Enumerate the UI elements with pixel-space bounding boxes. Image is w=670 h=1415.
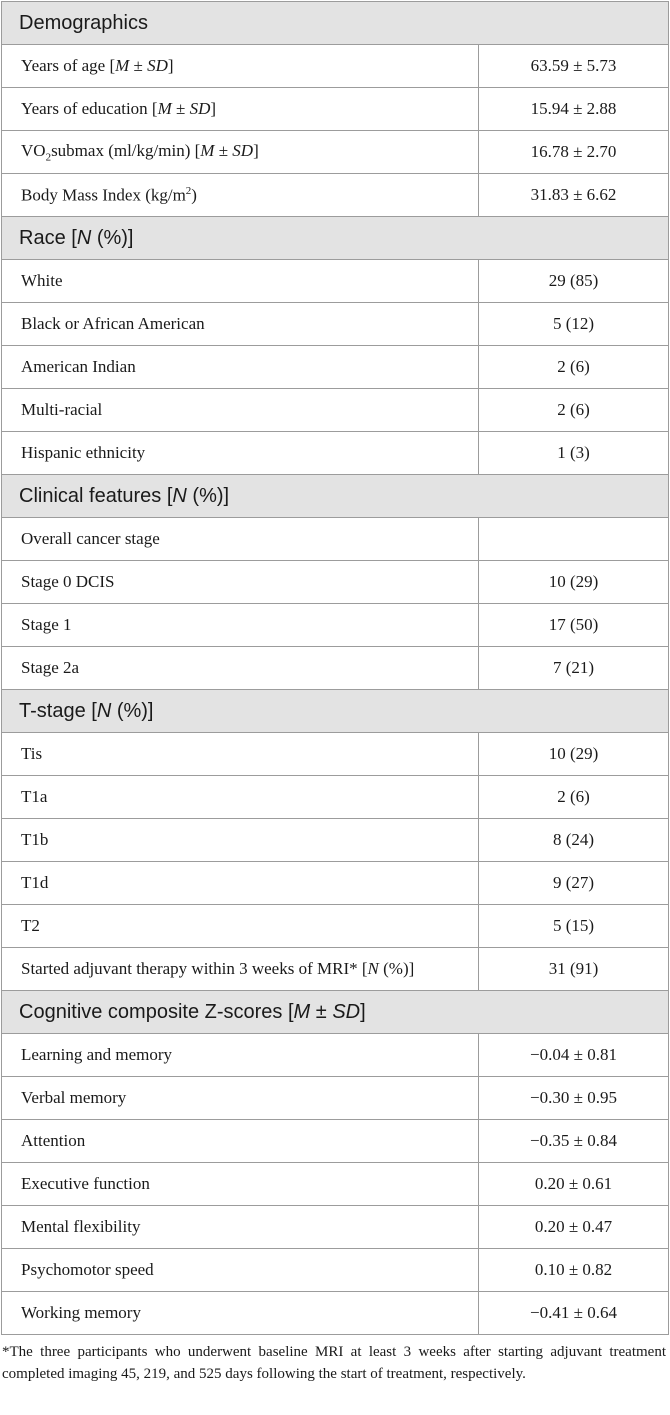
table-footnote: *The three participants who underwent baseline MRI at least 3 weeks after starting adjuvant treatment completed imaging 45, 219, and 525 days following the start of treatment, respectively.	[2, 1344, 666, 1382]
table-row	[2, 647, 669, 690]
table-row	[2, 1206, 669, 1249]
row-label: T1d	[2, 862, 479, 905]
row-value: 1 (3)	[479, 432, 669, 475]
row-label: Working memory	[2, 1292, 479, 1335]
row-value: 7 (21)	[479, 647, 669, 690]
row-value	[479, 518, 669, 561]
row-label: Verbal memory	[2, 1077, 479, 1120]
section-header-cognitive	[2, 991, 669, 1034]
row-value: 2 (6)	[479, 389, 669, 432]
row-label: Stage 2a	[2, 647, 479, 690]
row-value: 17 (50)	[479, 604, 669, 647]
row-label: American Indian	[2, 346, 479, 389]
table-row	[2, 1034, 669, 1077]
row-value: −0.30 ± 0.95	[479, 1077, 669, 1120]
table-row	[2, 1163, 669, 1206]
row-label: Years of education [M ± SD]	[2, 88, 479, 131]
table-row	[2, 604, 669, 647]
table-row	[2, 819, 669, 862]
table-row	[2, 88, 669, 131]
row-value: 63.59 ± 5.73	[479, 45, 669, 88]
section-header-clinical	[2, 475, 669, 518]
table-row	[2, 45, 669, 88]
row-label: Started adjuvant therapy within 3 weeks of MRI* [N (%)]	[2, 948, 479, 991]
section-title: Race [N (%)]	[2, 217, 669, 260]
row-value: 0.10 ± 0.82	[479, 1249, 669, 1292]
row-label: T1b	[2, 819, 479, 862]
row-value: 5 (15)	[479, 905, 669, 948]
row-label: Black or African American	[2, 303, 479, 346]
row-value: 8 (24)	[479, 819, 669, 862]
row-value: 10 (29)	[479, 733, 669, 776]
row-label: Overall cancer stage	[2, 518, 479, 561]
section-header-t-stage	[2, 690, 669, 733]
section-title: T-stage [N (%)]	[2, 690, 669, 733]
table-row	[2, 948, 669, 991]
row-value: 31.83 ± 6.62	[479, 174, 669, 217]
row-value: 15.94 ± 2.88	[479, 88, 669, 131]
table-row	[2, 776, 669, 819]
table-row	[2, 561, 669, 604]
section-title: Demographics	[2, 2, 669, 45]
row-value: 2 (6)	[479, 346, 669, 389]
table-row	[2, 1120, 669, 1163]
row-label: Mental flexibility	[2, 1206, 479, 1249]
section-title: Cognitive composite Z-scores [M ± SD]	[2, 991, 669, 1034]
row-label: $VO_2submax$ (ml/kg/min) [M ± SD]	[2, 131, 479, 174]
row-label: Learning and memory	[2, 1034, 479, 1077]
row-label: T1a	[2, 776, 479, 819]
table-row	[2, 303, 669, 346]
table-row	[2, 346, 669, 389]
section-title: Clinical features [N (%)]	[2, 475, 669, 518]
row-label: Executive function	[2, 1163, 479, 1206]
row-value: 16.78 ± 2.70	[479, 131, 669, 174]
section-header-demographics	[2, 2, 669, 45]
row-label: Multi-racial	[2, 389, 479, 432]
table-row	[2, 733, 669, 776]
row-label: White	[2, 260, 479, 303]
table-row	[2, 432, 669, 475]
table-row	[2, 1249, 669, 1292]
row-value: 10 (29)	[479, 561, 669, 604]
demographics-table	[1, 1, 669, 1335]
row-value: −0.41 ± 0.64	[479, 1292, 669, 1335]
table-row	[2, 260, 669, 303]
row-label: Attention	[2, 1120, 479, 1163]
row-value: 9 (27)	[479, 862, 669, 905]
row-value: 0.20 ± 0.61	[479, 1163, 669, 1206]
table-row	[2, 1077, 669, 1120]
table-row	[2, 862, 669, 905]
row-value: 29 (85)	[479, 260, 669, 303]
section-header-race	[2, 217, 669, 260]
table-row	[2, 174, 669, 217]
row-label: Stage 1	[2, 604, 479, 647]
row-value: −0.04 ± 0.81	[479, 1034, 669, 1077]
table-row	[2, 905, 669, 948]
row-label: Hispanic ethnicity	[2, 432, 479, 475]
table-row	[2, 389, 669, 432]
row-value: −0.35 ± 0.84	[479, 1120, 669, 1163]
row-label: Years of age [M ± SD]	[2, 45, 479, 88]
row-label: T2	[2, 905, 479, 948]
table-row	[2, 518, 669, 561]
row-label: Psychomotor speed	[2, 1249, 479, 1292]
table-row	[2, 131, 669, 174]
row-value: 31 (91)	[479, 948, 669, 991]
row-value: 5 (12)	[479, 303, 669, 346]
row-label: Body Mass Index $(kg/m^2)$	[2, 174, 479, 217]
table-row	[2, 1292, 669, 1335]
row-label: Tis	[2, 733, 479, 776]
row-value: 2 (6)	[479, 776, 669, 819]
row-value: 0.20 ± 0.47	[479, 1206, 669, 1249]
row-label: Stage 0 DCIS	[2, 561, 479, 604]
